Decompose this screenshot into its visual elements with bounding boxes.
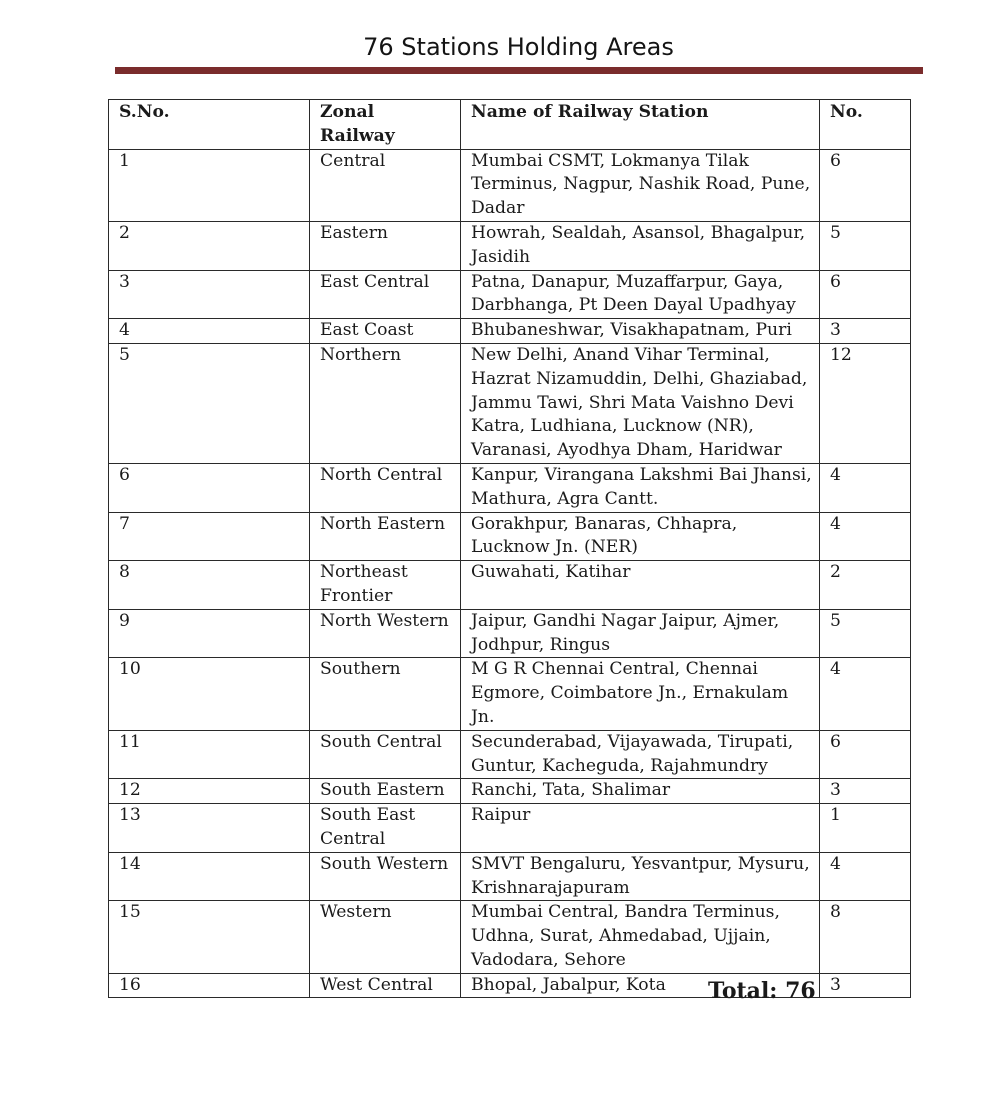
table-row bbox=[109, 149, 911, 221]
cell-sno: 15 bbox=[109, 901, 310, 973]
total-count: Total: 76 bbox=[708, 978, 816, 1004]
table-row bbox=[109, 270, 911, 319]
cell-zone: East Coast bbox=[310, 319, 461, 344]
cell-zone: South East Central bbox=[310, 804, 461, 853]
table-row bbox=[109, 463, 911, 512]
cell-sno: 12 bbox=[109, 779, 310, 804]
cell-stations: Bhopal, Jabalpur, Kota bbox=[461, 973, 820, 998]
cell-count: 2 bbox=[820, 561, 911, 610]
cell-sno: 7 bbox=[109, 512, 310, 561]
page-title: 76 Stations Holding Areas bbox=[363, 33, 674, 61]
cell-sno: 9 bbox=[109, 609, 310, 658]
cell-sno: 4 bbox=[109, 319, 310, 344]
cell-stations: Jaipur, Gandhi Nagar Jaipur, Ajmer, Jodhpur, Ringus bbox=[461, 609, 820, 658]
cell-count: 8 bbox=[820, 901, 911, 973]
table-row bbox=[109, 561, 911, 610]
cell-count: 3 bbox=[820, 973, 911, 998]
cell-zone: Western bbox=[310, 901, 461, 973]
cell-sno: 6 bbox=[109, 463, 310, 512]
cell-zone: South Central bbox=[310, 730, 461, 779]
cell-zone: Central bbox=[310, 149, 461, 221]
title-divider bbox=[115, 67, 923, 74]
table-row bbox=[109, 658, 911, 730]
cell-sno: 16 bbox=[109, 973, 310, 998]
cell-count: 3 bbox=[820, 779, 911, 804]
cell-count: 6 bbox=[820, 730, 911, 779]
table-row bbox=[109, 730, 911, 779]
header-zonal-railway: Zonal Railway bbox=[310, 100, 461, 150]
cell-stations: Gorakhpur, Banaras, Chhapra, Lucknow Jn. (NER) bbox=[461, 512, 820, 561]
cell-count: 1 bbox=[820, 804, 911, 853]
table-row bbox=[109, 221, 911, 270]
table-row bbox=[109, 512, 911, 561]
cell-stations: Kanpur, Virangana Lakshmi Bai Jhansi, Mathura, Agra Cantt. bbox=[461, 463, 820, 512]
cell-stations: Ranchi, Tata, Shalimar bbox=[461, 779, 820, 804]
table-row bbox=[109, 343, 911, 463]
cell-zone: North Central bbox=[310, 463, 461, 512]
cell-zone: Northern bbox=[310, 343, 461, 463]
cell-zone: Eastern bbox=[310, 221, 461, 270]
cell-stations: Patna, Danapur, Muzaffarpur, Gaya, Darbhanga, Pt Deen Dayal Upadhyay bbox=[461, 270, 820, 319]
cell-stations: SMVT Bengaluru, Yesvantpur, Mysuru, Krishnarajapuram bbox=[461, 852, 820, 901]
cell-sno: 2 bbox=[109, 221, 310, 270]
cell-count: 5 bbox=[820, 221, 911, 270]
cell-sno: 13 bbox=[109, 804, 310, 853]
cell-zone: South Eastern bbox=[310, 779, 461, 804]
cell-stations: Raipur bbox=[461, 804, 820, 853]
cell-stations: Howrah, Sealdah, Asansol, Bhagalpur, Jasidih bbox=[461, 221, 820, 270]
cell-zone: North Eastern bbox=[310, 512, 461, 561]
cell-count: 6 bbox=[820, 270, 911, 319]
cell-sno: 5 bbox=[109, 343, 310, 463]
cell-count: 4 bbox=[820, 658, 911, 730]
table-row bbox=[109, 609, 911, 658]
cell-stations: Guwahati, Katihar bbox=[461, 561, 820, 610]
cell-zone: Southern bbox=[310, 658, 461, 730]
cell-count: 4 bbox=[820, 463, 911, 512]
cell-zone: East Central bbox=[310, 270, 461, 319]
stations-table bbox=[108, 99, 911, 998]
cell-count: 6 bbox=[820, 149, 911, 221]
cell-count: 5 bbox=[820, 609, 911, 658]
cell-zone: Northeast Frontier bbox=[310, 561, 461, 610]
cell-sno: 1 bbox=[109, 149, 310, 221]
cell-zone: North Western bbox=[310, 609, 461, 658]
table-row bbox=[109, 779, 911, 804]
header-station-names: Name of Railway Station bbox=[461, 100, 820, 150]
cell-stations: Mumbai Central, Bandra Terminus, Udhna, Surat, Ahmedabad, Ujjain, Vadodara, Sehore bbox=[461, 901, 820, 973]
cell-sno: 3 bbox=[109, 270, 310, 319]
table-header-row bbox=[109, 100, 911, 150]
cell-zone: West Central bbox=[310, 973, 461, 998]
cell-stations: Bhubaneshwar, Visakhapatnam, Puri bbox=[461, 319, 820, 344]
cell-sno: 14 bbox=[109, 852, 310, 901]
cell-count: 3 bbox=[820, 319, 911, 344]
cell-sno: 11 bbox=[109, 730, 310, 779]
cell-sno: 8 bbox=[109, 561, 310, 610]
cell-stations: Secunderabad, Vijayawada, Tirupati, Guntur, Kacheguda, Rajahmundry bbox=[461, 730, 820, 779]
table-row bbox=[109, 901, 911, 973]
table-row bbox=[109, 852, 911, 901]
table-row bbox=[109, 319, 911, 344]
header-count: No. bbox=[820, 100, 911, 150]
cell-zone: South Western bbox=[310, 852, 461, 901]
table-row bbox=[109, 804, 911, 853]
cell-stations: M G R Chennai Central, Chennai Egmore, Coimbatore Jn., Ernakulam Jn. bbox=[461, 658, 820, 730]
table-body bbox=[109, 149, 911, 998]
cell-stations: New Delhi, Anand Vihar Terminal, Hazrat Nizamuddin, Delhi, Ghaziabad, Jammu Tawi, Shri Mata Vaishno Devi Katra, Ludhiana, Lucknow (NR), Varanasi, Ayodhya Dham, Haridwar bbox=[461, 343, 820, 463]
header-sno: S.No. bbox=[109, 100, 310, 150]
cell-count: 4 bbox=[820, 512, 911, 561]
cell-count: 12 bbox=[820, 343, 911, 463]
cell-sno: 10 bbox=[109, 658, 310, 730]
cell-count: 4 bbox=[820, 852, 911, 901]
cell-stations: Mumbai CSMT, Lokmanya Tilak Terminus, Nagpur, Nashik Road, Pune, Dadar bbox=[461, 149, 820, 221]
